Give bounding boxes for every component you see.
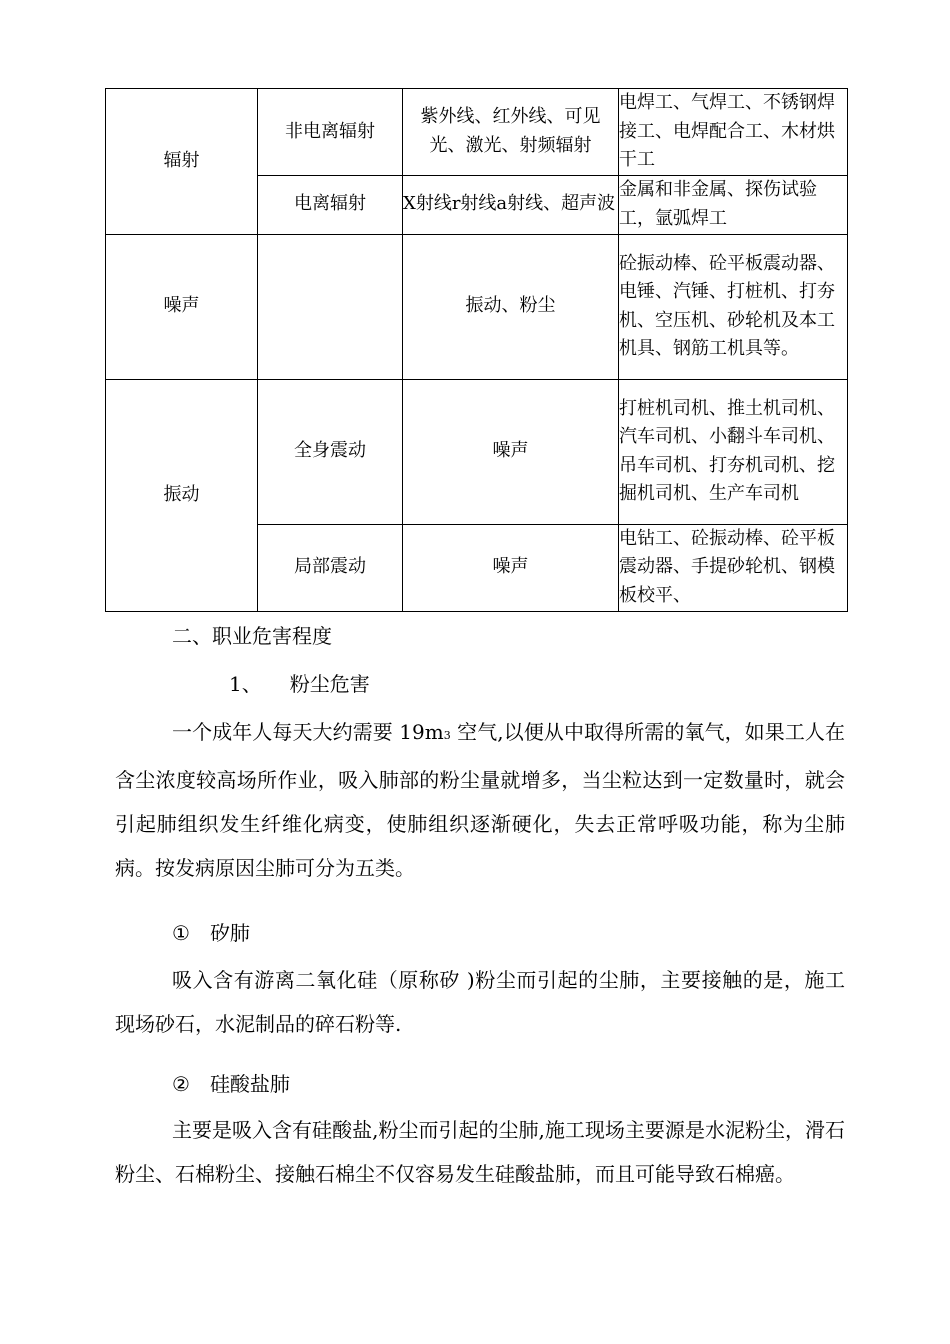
item-text: 吸入含有游离二氧化硅（原称矽 )粉尘而引起的尘肺，主要接触的是，施工现场砂石，水泥制品的碎石粉等. — [115, 968, 845, 1036]
unit-superscript: 3 — [443, 729, 451, 742]
intro-text-start: 一个成年人每天大约需要 19m — [172, 720, 444, 744]
subsection-heading — [229, 668, 370, 697]
related-factor-cell: X射线r射线a射线、超声波 — [403, 175, 619, 234]
table-row — [106, 89, 848, 176]
intro-paragraph — [115, 710, 845, 890]
item-marker: ① — [172, 921, 190, 945]
intro-text-rest: 空气,以便从中取得所需的氧气，如果工人在含尘浓度较高场所作业，吸入肺部的粉尘量就增多，当尘粒达到一定数量时，就会引起肺组织发生纤维化病变，使肺组织逐渐硬化，失去正常呼吸功能，称为尘肺病。按发病原因尘肺可分为五类。 — [115, 720, 845, 880]
section-heading: 二、职业危害程度 — [172, 624, 332, 648]
jobs-cell: 打桩机司机、推土机司机、汽车司机、小翻斗车司机、吊车司机、打夯机司机、挖掘机司机、生产车司机 — [619, 379, 848, 524]
category-cell: 辐射 — [106, 89, 258, 235]
related-factor-cell: 紫外线、红外线、可见光、激光、射频辐射 — [403, 89, 619, 176]
related-factor-cell: 振动、粉尘 — [403, 234, 619, 379]
subtype-cell: 局部震动 — [258, 524, 403, 611]
subtype-cell — [258, 234, 403, 379]
hazard-table — [105, 88, 848, 612]
item-title: 矽肺 — [209, 921, 250, 945]
item-paragraph — [115, 1108, 845, 1196]
item-heading — [172, 1068, 290, 1097]
subsection-number: 1、 — [229, 672, 262, 696]
related-factor-cell: 噪声 — [403, 379, 619, 524]
item-heading — [172, 917, 250, 946]
subsection-title: 粉尘危害 — [289, 672, 370, 696]
subtype-cell: 全身震动 — [258, 379, 403, 524]
table-row — [106, 379, 848, 524]
jobs-cell: 金属和非金属、探伤试验工，氩弧焊工 — [619, 175, 848, 234]
jobs-cell: 砼振动棒、砼平板震动器、电锤、汽锤、打桩机、打夯机、空压机、砂轮机及本工机具、钢筋工机具等。 — [619, 234, 848, 379]
item-title: 硅酸盐肺 — [209, 1072, 290, 1096]
subtype-cell: 电离辐射 — [258, 175, 403, 234]
item-marker: ② — [172, 1072, 190, 1096]
table-row — [106, 234, 848, 379]
jobs-cell: 电焊工、气焊工、不锈钢焊接工、电焊配合工、木材烘干工 — [619, 89, 848, 176]
item-paragraph — [115, 958, 845, 1046]
subtype-cell: 非电离辐射 — [258, 89, 403, 176]
related-factor-cell: 噪声 — [403, 524, 619, 611]
category-cell: 振动 — [106, 379, 258, 611]
item-text: 主要是吸入含有硅酸盐,粉尘而引起的尘肺,施工现场主要源是水泥粉尘，滑石粉尘、石棉粉尘、接触石棉尘不仅容易发生硅酸盐肺，而且可能导致石棉癌。 — [115, 1118, 845, 1186]
category-cell: 噪声 — [106, 234, 258, 379]
jobs-cell: 电钻工、砼振动棒、砼平板震动器、手提砂轮机、钢模板校平、 — [619, 524, 848, 611]
